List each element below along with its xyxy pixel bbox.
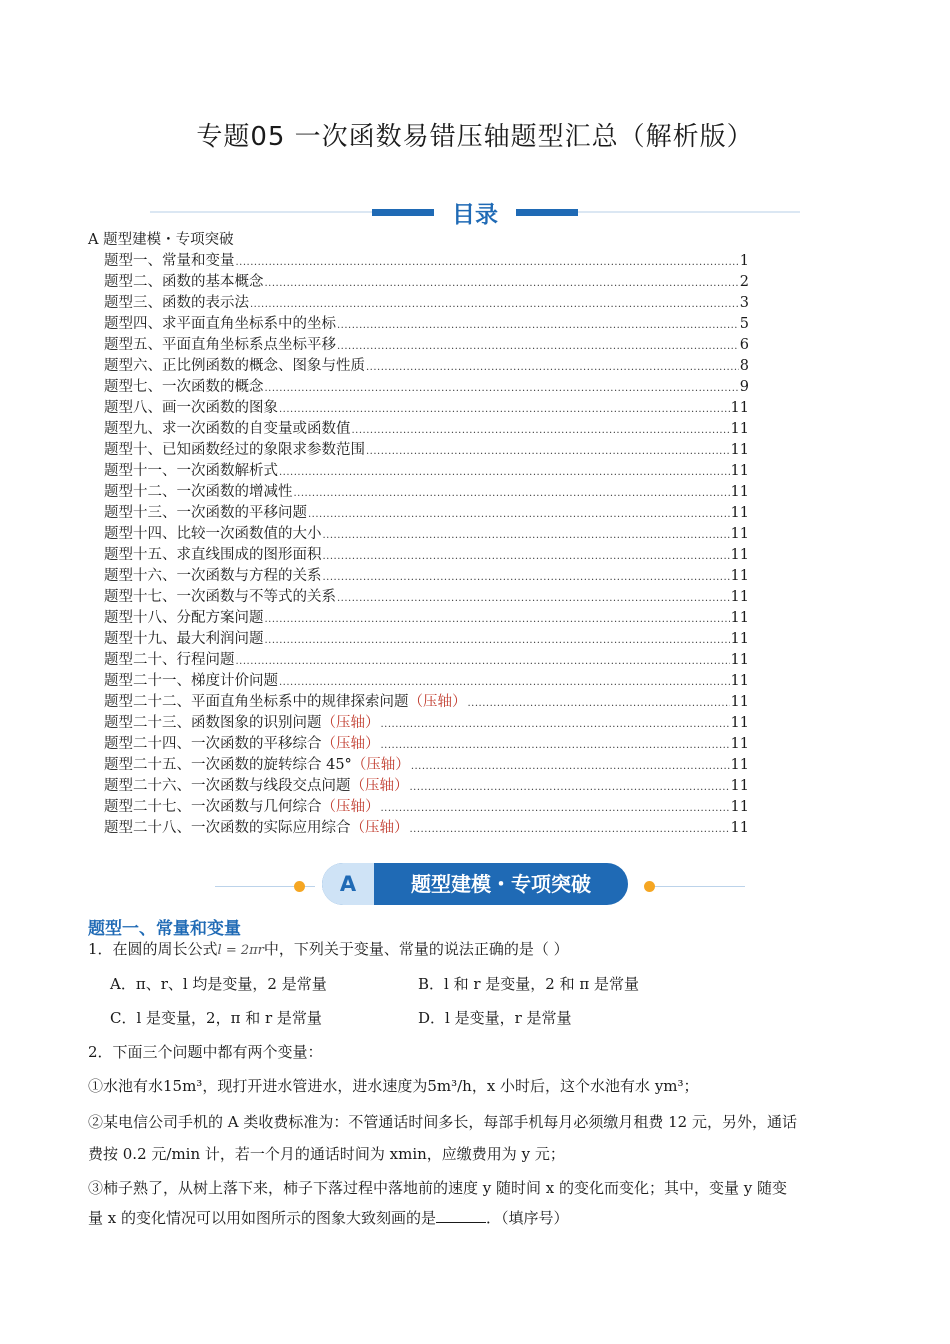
toc-leader-dots [265,635,730,646]
toc-leader-dots [265,383,739,394]
toc-entry-label: 题型十二、一次函数的增减性 [104,484,293,500]
toc-entry-page: 11 [730,799,749,815]
toc-entry[interactable] [104,543,749,564]
toc-entry[interactable] [104,270,749,291]
section-dot-right [644,881,655,892]
toc-entry[interactable] [104,438,749,459]
toc-entry[interactable] [104,627,749,648]
section-dot-left [294,881,305,892]
toc-entry-page: 11 [730,652,749,668]
toc-entry-label: 题型四、求平面直角坐标系中的坐标 [104,316,336,332]
toc-leader-dots [410,824,730,835]
toc-entry-page: 11 [730,610,749,626]
toc-entry-page: 11 [730,673,749,689]
toc-entry[interactable] [104,732,749,753]
toc-entry[interactable] [104,354,749,375]
q2-item-3b: 量 x 的变化情况可以用如图所示的图象大致刻画的是 [88,1209,436,1227]
toc-entry-tag: （压轴） [350,820,409,836]
toc-entry-label: 题型十六、一次函数与方程的关系 [104,568,322,584]
toc-leader-dots [337,320,739,331]
page-title: 专题05 一次函数易错压轴题型汇总（解析版） [196,122,754,152]
q2-item-2a: ②某电信公司手机的 A 类收费标准为：不管通话时间多长，每部手机每月必须缴月租费 12 元，另外，通话 [88,1113,797,1131]
toc-leader-dots [337,593,730,604]
toc-entry-label: 题型二十、行程问题 [104,652,235,668]
banner-thin-line-left [150,211,372,213]
toc-entry[interactable] [104,291,749,312]
toc-entry-label: 题型七、一次函数的概念 [104,379,264,395]
toc-leader-dots [381,803,730,814]
toc-leader-dots [294,488,730,499]
toc-leader-dots [279,677,730,688]
toc-entry-page: 11 [730,631,749,647]
q1-option-c: C．l 是变量，2，π 和 r 是常量 [110,1009,322,1027]
toc-entry-page: 11 [730,589,749,605]
toc-entry-label: 题型十八、分配方案问题 [104,610,264,626]
q1-option-a: A．π、r、l 均是变量，2 是常量 [110,975,327,993]
q2-item-3a: ③柿子熟了，从树上落下来，柿子下落过程中落地前的速度 y 随时间 x 的变化而变化；其中，变量 y 随变 [88,1179,788,1197]
toc-entry[interactable] [104,480,749,501]
toc-leader-dots [468,698,730,709]
toc-entry-tag: （压轴） [351,757,410,773]
q1-stem-b: 中，下列关于变量、常量的说法正确的是（ ） [263,940,569,958]
toc-entry-page: 6 [739,337,749,353]
toc-entry-page: 11 [730,484,749,500]
toc-entry-page: 2 [739,274,749,290]
toc-entry-page: 11 [730,400,749,416]
toc-entry-page: 11 [730,505,749,521]
toc-entry-page: 11 [730,694,749,710]
toc-entry-label: 题型二十四、一次函数的平移综合 [104,736,322,752]
table-of-contents [104,249,749,837]
toc-entry-label: 题型二、函数的基本概念 [104,274,264,290]
toc-leader-dots [366,446,730,457]
toc-entry[interactable] [104,312,749,333]
toc-entry-label: 题型二十二、平面直角坐标系中的规律探索问题 [104,694,409,710]
toc-entry-label: 题型十一、一次函数解析式 [104,463,278,479]
toc-entry-label: 题型二十六、一次函数与线段交点问题 [104,778,351,794]
toc-entry-tag: （压轴） [321,736,380,752]
toc-entry-tag: （压轴） [408,694,467,710]
toc-entry-label: 题型八、画一次函数的图象 [104,400,278,416]
toc-entry-label: 题型三、函数的表示法 [104,295,249,311]
toc-entry[interactable] [104,564,749,585]
q1-option-b: B．l 和 r 是变量，2 和 π 是常量 [418,975,640,993]
toc-leader-dots [236,656,730,667]
toc-entry-label: 题型十七、一次函数与不等式的关系 [104,589,336,605]
section-banner [0,860,950,908]
toc-entry[interactable] [104,249,749,270]
banner-thin-line-right [578,211,800,213]
toc-entry-page: 11 [730,778,749,794]
toc-entry-label: 题型五、平面直角坐标系点坐标平移 [104,337,336,353]
toc-entry-page: 11 [730,463,749,479]
toc-entry[interactable] [104,375,749,396]
toc-entry-label: 题型十、已知函数经过的象限求参数范围 [104,442,365,458]
toc-entry[interactable] [104,711,749,732]
toc-entry-label: 题型十九、最大利润问题 [104,631,264,647]
toc-entry-page: 8 [739,358,749,374]
toc-entry[interactable] [104,417,749,438]
toc-leader-dots [381,719,730,730]
toc-entry[interactable] [104,522,749,543]
toc-entry[interactable] [104,774,749,795]
toc-leader-dots [323,551,730,562]
q2-item-3 [88,1207,569,1228]
q1-stem-a: 1．在圆的周长公式 [88,940,218,958]
toc-banner [0,196,950,230]
toc-entry-page: 11 [730,568,749,584]
q1-formula: l = 2πr [217,943,264,958]
toc-title: 目录 [452,202,498,228]
toc-entry[interactable] [104,501,749,522]
toc-entry-page: 11 [730,547,749,563]
toc-entry-page: 11 [730,421,749,437]
q2-item-2b: 费按 0.2 元/min 计，若一个月的通话时间为 xmin，应缴费用为 y 元； [88,1145,565,1163]
toc-entry-tag: （压轴） [321,715,380,731]
toc-leader-dots [279,404,730,415]
toc-entry-label: 题型一、常量和变量 [104,253,235,269]
toc-entry-page: 5 [739,316,749,332]
q1-stem [88,938,569,959]
toc-entry-tag: （压轴） [321,799,380,815]
toc-entry[interactable] [104,606,749,627]
toc-entry-page: 11 [730,442,749,458]
toc-leader-dots [323,572,730,583]
toc-entry[interactable] [104,333,749,354]
toc-entry-label: 题型二十五、一次函数的旋转综合 45° [104,757,352,773]
toc-entry[interactable] [104,669,749,690]
toc-entry[interactable] [104,690,749,711]
toc-entry-page: 11 [730,820,749,836]
toc-entry-label: 题型二十七、一次函数与几何综合 [104,799,322,815]
toc-leader-dots [265,278,739,289]
toc-entry[interactable] [104,459,749,480]
q2-item-1: ①水池有水15m³，现打开进水管进水，进水速度为5m³/h，x 小时后，这个水池有水 ym³； [88,1077,699,1095]
q1-option-d: D．l 是变量，r 是常量 [418,1009,572,1027]
section-line-right [655,886,745,887]
q2-stem: 2．下面三个问题中都有两个变量： [88,1043,323,1061]
toc-entry-label: 题型二十三、函数图象的识别问题 [104,715,322,731]
toc-leader-dots [410,782,730,793]
toc-leader-dots [352,425,730,436]
toc-leader-dots [265,614,730,625]
toc-entry-page: 9 [739,379,749,395]
toc-leader-dots [381,740,730,751]
toc-entry-page: 1 [739,253,749,269]
toc-entry-page: 11 [730,757,749,773]
toc-entry-label: 题型二十八、一次函数的实际应用综合 [104,820,351,836]
toc-entry-page: 11 [730,715,749,731]
section-pill [322,863,628,905]
toc-leader-dots [236,257,739,268]
toc-entry[interactable] [104,396,749,417]
toc-leader-dots [279,467,730,478]
answer-blank[interactable] [436,1208,486,1223]
toc-leader-dots [308,509,730,520]
toc-entry[interactable] [104,648,749,669]
toc-entry-label: 题型十四、比较一次函数值的大小 [104,526,322,542]
toc-leader-dots [366,362,739,373]
toc-section-heading[interactable]: A 题型建模・专项突破 [88,232,234,248]
section-letter: A [322,863,374,905]
toc-entry-label: 题型九、求一次函数的自变量或函数值 [104,421,351,437]
toc-entry-tag: （压轴） [350,778,409,794]
toc-leader-dots [337,341,739,352]
toc-entry[interactable] [104,585,749,606]
section-name: 题型建模・专项突破 [411,872,591,896]
toc-entry[interactable] [104,795,749,816]
toc-entry-label: 题型二十一、梯度计价问题 [104,673,278,689]
q2-item-3c: ．（填序号） [486,1209,569,1227]
toc-entry[interactable] [104,753,749,774]
toc-leader-dots [411,761,730,772]
toc-entry[interactable] [104,816,749,837]
toc-entry-label: 题型十五、求直线围成的图形面积 [104,547,322,563]
toc-leader-dots [250,299,739,310]
toc-entry-label: 题型六、正比例函数的概念、图象与性质 [104,358,365,374]
toc-leader-dots [323,530,730,541]
toc-entry-page: 3 [739,295,749,311]
toc-entry-label: 题型十三、一次函数的平移问题 [104,505,307,521]
question-type-heading: 题型一、常量和变量 [88,919,241,939]
banner-bar-left [372,209,434,216]
toc-entry-page: 11 [730,736,749,752]
toc-entry-page: 11 [730,526,749,542]
banner-bar-right [516,209,578,216]
